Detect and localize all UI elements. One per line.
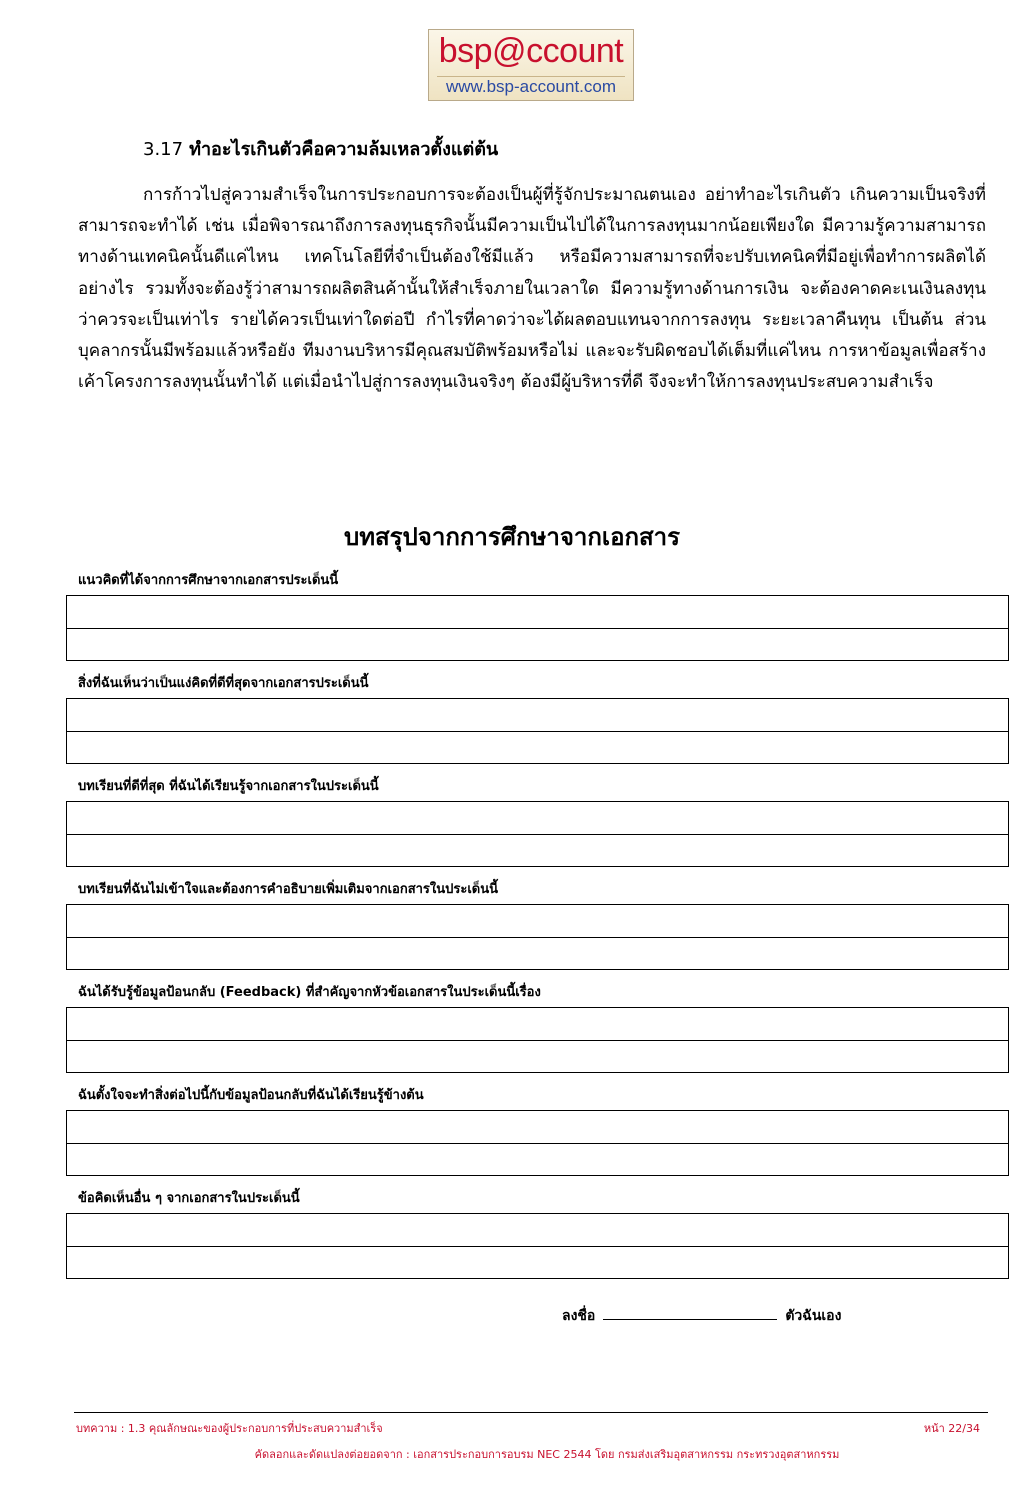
signature-line <box>562 1305 841 1327</box>
signature-prefix: ลงชื่อ <box>562 1308 596 1324</box>
answer-box[interactable] <box>66 698 1009 764</box>
field-label: สิ่งที่ฉันเห็นว่าเป็นแง่คิดที่ดีที่สุดจากเอกสารประเด็นนี้ <box>78 676 369 691</box>
answer-box[interactable] <box>66 595 1009 661</box>
signature-field[interactable] <box>603 1319 777 1320</box>
footer-page-number: หน้า 22/34 <box>923 1422 980 1435</box>
field-label: ข้อคิดเห็นอื่น ๆ จากเอกสารในประเด็นนี้ <box>78 1191 300 1206</box>
field-label: แนวคิดที่ได้จากการศึกษาจากเอกสารประเด็นนี้ <box>78 573 339 588</box>
box-divider <box>67 1246 1008 1247</box>
field-label: บทเรียนที่ดีที่สุด ที่ฉันได้เรียนรู้จากเอกสารในประเด็นนี้ <box>78 779 379 794</box>
section-title: ทำอะไรเกินตัวคือความล้มเหลวตั้งแต่ต้น <box>189 139 499 160</box>
footer-article: บทความ : 1.3 คุณลักษณะของผู้ประกอบการที่ประสบความสำเร็จ <box>76 1422 383 1435</box>
box-divider <box>67 1143 1008 1144</box>
logo-url: www.bsp-account.com <box>445 77 617 96</box>
logo <box>428 29 634 101</box>
answer-box[interactable] <box>66 904 1009 970</box>
summary-title: บทสรุปจากการศึกษาจากเอกสาร <box>343 523 681 551</box>
box-divider <box>67 1040 1008 1041</box>
field-label: บทเรียนที่ฉันไม่เข้าใจและต้องการคำอธิบายเพิ่มเติมจากเอกสารในประเด็นนี้ <box>78 882 499 897</box>
logo-brand: bsp@ccount <box>438 32 624 70</box>
answer-box[interactable] <box>66 801 1009 867</box>
box-divider <box>67 628 1008 629</box>
section-body: การก้าวไปสู่ความสำเร็จในการประกอบการจะต้องเป็นผู้ที่รู้จักประมาณตนเอง อย่าทำอะไรเกินตัว เกินความเป็นจริงที่สามารถจะทำได้ เช่น เมื่อพิจารณาถึงการลงทุนธุรกิจนั้นมีความเป็นไปได้ในการลงทุนมากน้อยเพียงใด มีความรู้ความสามารถทางด้านเทคนิคนั้นดีแค่ไหน เทคโนโลยีที่จำเป็นต้องใช้มีแล้ว หรือมีความสามารถที่จะปรับเทคนิคที่มีอยู่เพื่อทำการผลิตได้อย่างไร รวมทั้งจะต้องรู้ว่าสามารถผลิตสินค้านั้นให้สำเร็จภายในเวลาใด มีความรู้ทางด้านการเงิน จะต้องคาดคะเนเงินลงทุนว่าควรจะเป็นเท่าไร รายได้ควรเป็นเท่าใดต่อปี กำไรที่คาดว่าจะได้ผลตอบแทนจากการลงทุน ระยะเวลาคืนทุน เป็นต้น ส่วนบุคลากรนั้นมีพร้อมแล้วหรือยัง ทีมงานบริหารมีคุณสมบัติพร้อมหรือไม่ และจะรับผิดชอบได้เต็มที่แค่ไหน การหาข้อมูลเพื่อสร้างเค้าโครงการลงทุนนั้นทำได้ แต่เมื่อนำไปสู่การลงทุนเงินจริงๆ ต้องมีผู้บริหารที่ดี จึงจะทำให้การลงทุนประสบความสำเร็จ <box>78 185 986 393</box>
box-divider <box>67 937 1008 938</box>
section-number: 3.17 <box>143 139 184 160</box>
footer-divider <box>74 1412 988 1413</box>
section-heading <box>143 134 498 163</box>
answer-box[interactable] <box>66 1110 1009 1176</box>
signature-suffix: ตัวฉันเอง <box>785 1308 842 1324</box>
answer-box[interactable] <box>66 1007 1009 1073</box>
footer-source: คัดลอกและดัดแปลงต่อยอดจาก : เอกสารประกอบการอบรม NEC 2544 โดย กรมส่งเสริมอุตสาหกรรม กระทรวงอุตสาหกรรม <box>254 1448 840 1461</box>
box-divider <box>67 834 1008 835</box>
field-label: ฉันตั้งใจจะทำสิ่งต่อไปนี้กับข้อมูลป้อนกลับที่ฉันได้เรียนรู้ข้างต้น <box>78 1088 424 1103</box>
box-divider <box>67 731 1008 732</box>
answer-box[interactable] <box>66 1213 1009 1279</box>
field-label: ฉันได้รับรู้ข้อมูลป้อนกลับ (Feedback) ที่สำคัญจากหัวข้อเอกสารในประเด็นนี้เรื่อง <box>78 985 541 1000</box>
